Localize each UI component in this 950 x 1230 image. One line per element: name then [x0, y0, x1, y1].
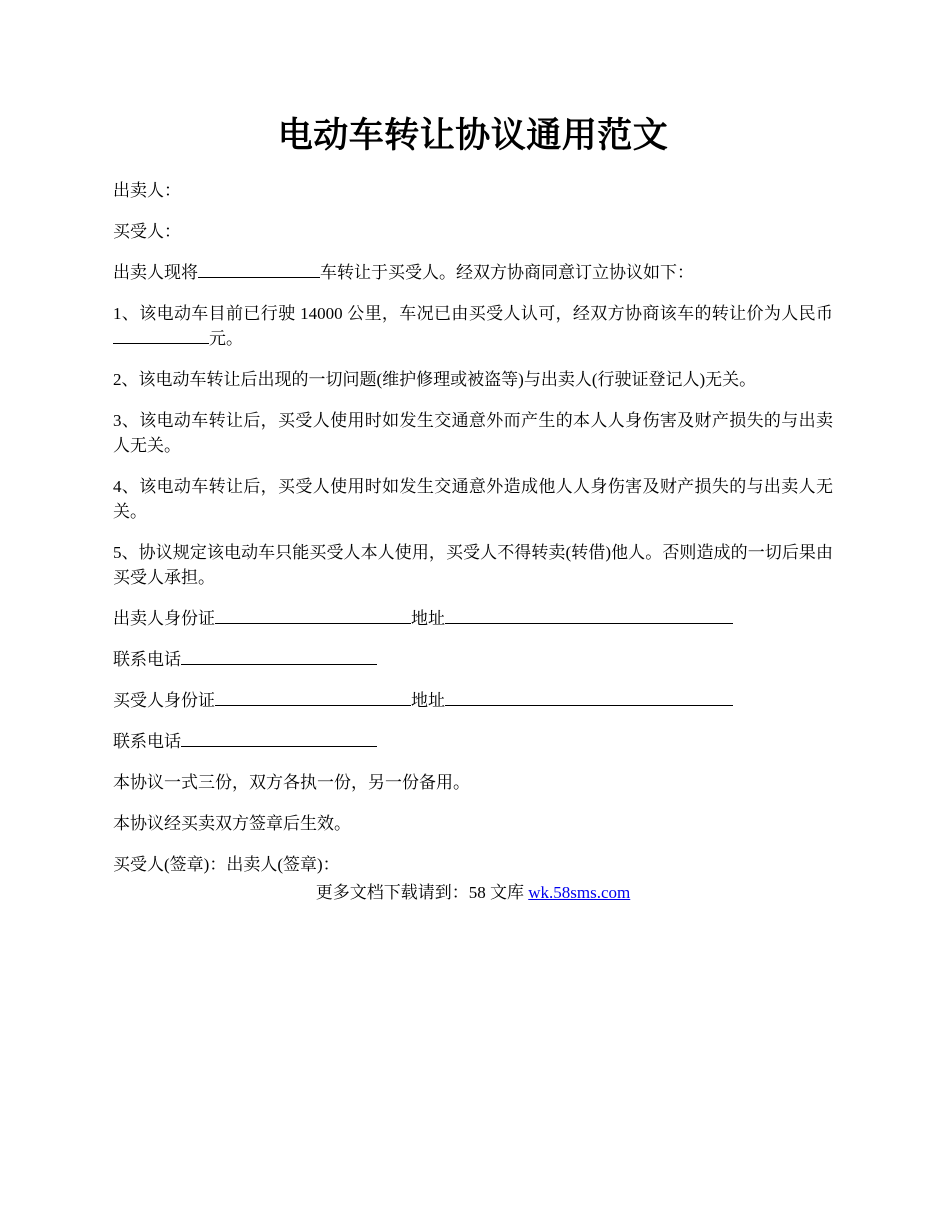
- intro-text-before: 出卖人现将: [113, 263, 198, 282]
- seller-phone-label: 联系电话: [113, 650, 181, 669]
- buyer-phone-label: 联系电话: [113, 732, 181, 751]
- document-title: 电动车转让协议通用范文: [277, 116, 669, 155]
- clause-1-text: 1、该电动车目前已行驶 14000 公里，车况已由买受人认可，经双方协商该车的转让价为人民币: [113, 304, 833, 323]
- signature-line: 买受人(签章)：出卖人(签章)：: [113, 855, 340, 874]
- buyer-id-blank: [215, 688, 411, 706]
- seller-id-blank: [215, 606, 411, 624]
- vehicle-blank: [198, 260, 320, 278]
- buyer-id-label: 买受人身份证: [113, 691, 215, 710]
- clause-4: 4、该电动车转让后，买受人使用时如发生交通意外造成他人人身伤害及财产损失的与出卖人无关。: [113, 477, 833, 521]
- price-blank: [113, 326, 209, 344]
- seller-line: 出卖人：: [113, 181, 181, 200]
- buyer-id-line: [113, 688, 833, 713]
- clause-1: [113, 301, 833, 351]
- seller-id-label: 出卖人身份证: [113, 609, 215, 628]
- clause-3: 3、该电动车转让后，买受人使用时如发生交通意外而产生的本人人身伤害及财产损失的与出卖人无关。: [113, 411, 833, 455]
- buyer-address-label: 地址: [411, 691, 445, 710]
- copies-line: 本协议一式三份，双方各执一份，另一份备用。: [113, 773, 470, 792]
- buyer-line: 买受人：: [113, 222, 181, 241]
- document-body: [113, 178, 833, 893]
- clause-5: 5、协议规定该电动车只能买受人本人使用，买受人不得转卖(转借)他人。否则造成的一切后果由买受人承担。: [113, 543, 833, 587]
- seller-address-blank: [445, 606, 733, 624]
- clause-2: 2、该电动车转让后出现的一切问题(维护修理或被盗等)与出卖人(行驶证登记人)无关。: [113, 370, 757, 389]
- clause-1-suffix: 元。: [209, 329, 243, 348]
- intro-text-after: 车转让于买受人。经双方协商同意订立协议如下：: [320, 263, 694, 282]
- seller-id-line: [113, 606, 833, 631]
- seller-phone-blank: [181, 647, 377, 665]
- footer-link[interactable]: wk.58sms.com: [528, 883, 631, 902]
- intro-paragraph: [113, 260, 833, 285]
- seller-address-label: 地址: [411, 609, 445, 628]
- buyer-address-blank: [445, 688, 733, 706]
- footer-text: 更多文档下载请到：58 文库: [315, 883, 529, 902]
- footer: [113, 880, 833, 905]
- effect-line: 本协议经买卖双方签章后生效。: [113, 814, 351, 833]
- seller-phone-line: [113, 647, 833, 672]
- buyer-phone-line: [113, 729, 833, 754]
- buyer-phone-blank: [181, 729, 377, 747]
